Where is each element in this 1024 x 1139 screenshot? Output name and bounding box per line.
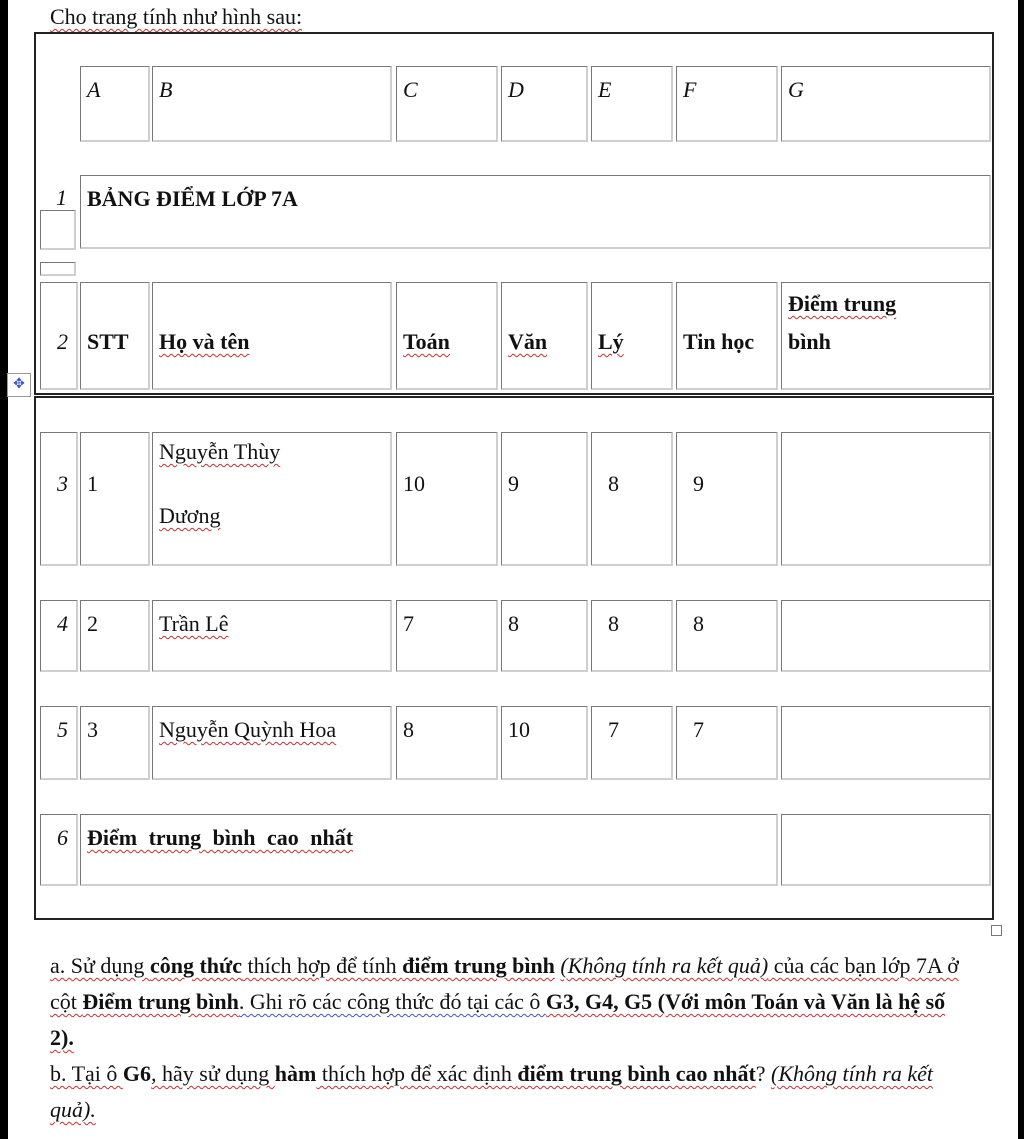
table-row-4-tin: 8 — [676, 600, 778, 672]
table-row-4-stt: 2 — [80, 600, 150, 672]
header-name: Họ và tên — [152, 282, 392, 390]
col-header-d: D — [501, 66, 588, 142]
table-row-3-van: 9 — [501, 432, 588, 566]
table-row-3-dtb[interactable] — [781, 432, 991, 566]
col-header-b: B — [152, 66, 392, 142]
header-van: Văn — [501, 282, 588, 390]
right-edge-bar — [1018, 0, 1024, 1139]
table-row-5-toan: 8 — [396, 706, 498, 780]
row-number-6: 6 — [40, 814, 78, 886]
table-row-5-tin: 7 — [676, 706, 778, 780]
row-number-2: 2 — [40, 282, 78, 390]
table-row-5-van: 10 — [501, 706, 588, 780]
col-header-c: C — [396, 66, 498, 142]
table-row-3-stt: 1 — [80, 432, 150, 566]
col-header-g: G — [781, 66, 991, 142]
row-number-5: 5 — [40, 706, 78, 780]
table-row-3-ly: 8 — [591, 432, 673, 566]
header-toan: Toán — [396, 282, 498, 390]
table-row-4-ly: 8 — [591, 600, 673, 672]
max-value-cell[interactable] — [781, 814, 991, 886]
table-split — [34, 393, 994, 398]
header-ly: Lý — [591, 282, 673, 390]
title-cell: BẢNG ĐIỂM LỚP 7A — [80, 175, 991, 249]
table-row-5-dtb[interactable] — [781, 706, 991, 780]
row-1-marker-small — [40, 262, 76, 276]
table-row-5-name: Nguyễn Quỳnh Hoa — [152, 706, 392, 780]
header-tin: Tin học — [676, 282, 778, 390]
col-header-e: E — [591, 66, 673, 142]
question-b: b. Tại ô G6, hãy sử dụng hàm thích hợp để xác định điểm trung bình cao nhất? (Không tính ra kết quả). — [50, 1061, 933, 1122]
table-row-5-stt: 3 — [80, 706, 150, 780]
col-header-f: F — [676, 66, 778, 142]
table-row-3-name: Nguyễn Thùy Dương — [152, 432, 392, 566]
table-move-handle-icon[interactable]: ✥ — [7, 373, 31, 397]
table-row-3-tin: 9 — [676, 432, 778, 566]
row-number-3: 3 — [40, 432, 78, 566]
table-row-4-van: 8 — [501, 600, 588, 672]
header-dtb: Điểm trung bình — [781, 282, 991, 390]
table-row-5-ly: 7 — [591, 706, 673, 780]
intro-text: Cho trang tính như hình sau: — [50, 4, 303, 29]
left-edge-bar — [0, 0, 8, 1139]
table-row-4-toan: 7 — [396, 600, 498, 672]
table-row-4-dtb[interactable] — [781, 600, 991, 672]
question-a: a. Sử dụng công thức thích hợp để tính điểm trung bình (Không tính ra kết quả) của các bạn lớp 7A ở cột Điểm trung bình. Ghi rõ các công thức đó tại các ô G3, G4, G5 (Với môn Toán và Văn là hệ số 2). — [50, 953, 959, 1050]
row-1-marker — [40, 210, 76, 250]
row-number-1: 1 — [56, 185, 67, 210]
col-header-a: A — [80, 66, 150, 142]
max-label-cell: Điểm trung bình cao nhất — [80, 814, 778, 886]
row-number-4: 4 — [40, 600, 78, 672]
table-row-4-name: Trần Lê — [152, 600, 392, 672]
questions — [50, 948, 960, 1128]
table-row-3-toan: 10 — [396, 432, 498, 566]
table-resize-handle[interactable] — [991, 925, 1002, 936]
header-stt: STT — [80, 282, 150, 390]
